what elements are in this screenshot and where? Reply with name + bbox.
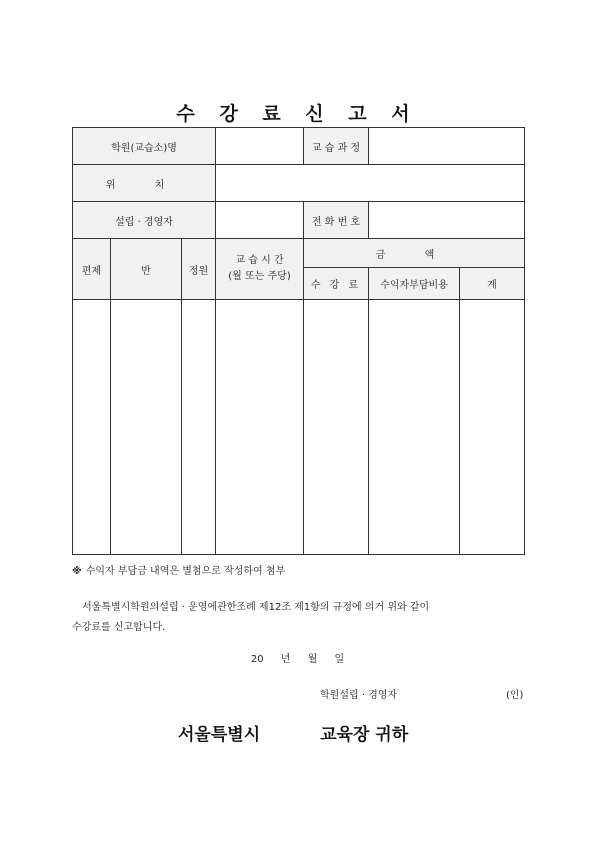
tuition-report-form (72, 127, 525, 555)
col-header-class: 반 (111, 239, 182, 300)
col-header-track: 편제 (73, 239, 111, 300)
col-header-hours-line2: (월 또는 주당) (228, 271, 291, 282)
academy-name-field[interactable] (216, 128, 304, 165)
capacity-cell[interactable] (182, 300, 216, 555)
location-label: 위 치 (73, 165, 216, 202)
page-title: 수 강 료 신 고 서 (176, 103, 419, 125)
note-mark: ※ (72, 566, 82, 577)
col-header-extra-cost: 수익자부담비용 (369, 268, 460, 300)
hours-cell[interactable] (216, 300, 304, 555)
note-text: 수익자 부담금 내역은 별첨으로 작성하여 첨부 (85, 566, 286, 577)
signer-label: 학원설립 · 경영자 (320, 690, 398, 701)
recipient-title: 교육장 귀하 (320, 725, 409, 745)
statement-line1: 서울특별시학원의설립 · 운영에관한조례 제12조 제1항의 규정에 의거 위와 같이 (82, 602, 430, 613)
col-header-hours-line1: 교 습 시 간 (235, 255, 284, 266)
recipient (178, 720, 408, 745)
founder-label: 설립 · 경영자 (73, 202, 216, 239)
col-header-capacity: 정원 (182, 239, 216, 300)
seal-label: (인) (506, 690, 524, 701)
course-label: 교 습 과 정 (304, 128, 369, 165)
class-cell[interactable] (111, 300, 182, 555)
date-line: 20 년 월 일 (250, 654, 345, 665)
col-header-total: 계 (460, 268, 525, 300)
location-field[interactable] (216, 165, 525, 202)
track-cell[interactable] (73, 300, 111, 555)
total-cell[interactable] (460, 300, 525, 555)
phone-label: 전 화 번 호 (304, 202, 369, 239)
extra-cost-cell[interactable] (369, 300, 460, 555)
declaration-statement (72, 598, 532, 638)
statement-line2: 수강료를 신고합니다. (72, 622, 166, 633)
tuition-cell[interactable] (304, 300, 369, 555)
founder-field[interactable] (216, 202, 304, 239)
col-header-hours (216, 239, 304, 300)
attachment-note (72, 562, 285, 577)
course-field[interactable] (369, 128, 525, 165)
academy-name-label: 학원(교습소)명 (73, 128, 216, 165)
recipient-city: 서울특별시 (178, 725, 261, 745)
col-header-tuition: 수 강 료 (304, 268, 369, 300)
phone-field[interactable] (369, 202, 525, 239)
col-header-amount: 금 액 (304, 239, 525, 268)
